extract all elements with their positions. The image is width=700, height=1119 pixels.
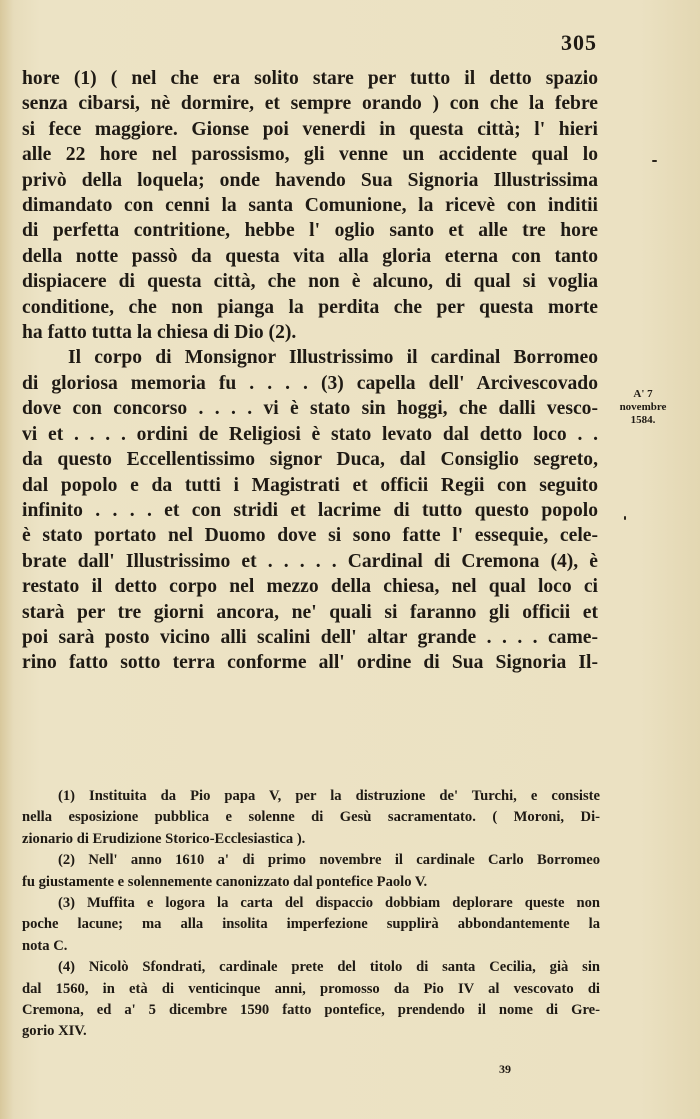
text-line: infinito . . . . et con stridi et lacrime di tutto questo popolo <box>22 499 598 521</box>
margin-date-note <box>608 388 678 427</box>
text-line: dove con concorso . . . . vi è stato sin hoggi, che dalli vesco- <box>22 398 598 420</box>
footnote-line: nella esposizione pubblica e solenne di Gesù sacramentato. ( Moroni, Di- <box>22 809 600 826</box>
text-line: vi et . . . . ordini de Religiosi è stato levato dal detto loco . . <box>22 423 598 445</box>
footnote-line: (4) Nicolò Sfondrati, cardinale prete del titolo di santa Cecilia, già sin <box>58 959 600 976</box>
margin-note-day: A' 7 <box>633 388 653 400</box>
text-line: è stato portato nel Duomo dove si sono fatte l' essequie, cele- <box>22 525 598 547</box>
main-text <box>22 66 598 676</box>
text-line: si fece maggiore. Gionse poi venerdi in questa città; l' hieri <box>22 118 598 140</box>
text-line: brate dall' Illustrissimo et . . . . . Cardinal di Cremona (4), è <box>22 550 598 572</box>
signature-mark: 39 <box>499 1062 511 1076</box>
footnote-line: fu giustamente e solennemente canonizzato dal pontefice Paolo V. <box>22 873 428 890</box>
text-line: hore (1) ( nel che era solito stare per tutto il detto spazio <box>22 68 598 89</box>
text-line: rino fatto sotto terra conforme all' ordine di Sua Signoria Il- <box>22 652 598 674</box>
footnote-line: (3) Muffita e logora la carta del dispaccio dobbiam deplorare queste non <box>58 895 600 912</box>
text-line: privò della loquela; onde havendo Sua Signoria Illustrissima <box>22 169 598 191</box>
ink-speck <box>652 160 657 162</box>
text-line: conditione, che non pianga la perdita che per questa morte <box>22 296 598 318</box>
text-line: ha fatto tutta la chiesa di Dio (2). <box>22 322 297 344</box>
footnote-line: (1) Instituita da Pio papa V, per la distruzione de' Turchi, e consiste <box>58 788 600 804</box>
ink-speck <box>624 516 626 520</box>
margin-note-month: novembre <box>619 401 667 413</box>
text-line: dal popolo e da tutti i Magistrati et officii Regii con seguito <box>22 474 598 496</box>
footnotes <box>22 786 600 1043</box>
footnote-line: nota C. <box>22 937 68 954</box>
text-line: senza cibarsi, nè dormire, et sempre orando ) con che la febre <box>22 93 598 115</box>
text-line: di gloriosa memoria fu . . . . (3) capella dell' Arcivescovado <box>22 372 598 394</box>
text-line: della notte passò da questa vita alla gloria eterna con tanto <box>22 245 598 267</box>
text-line: Il corpo di Monsignor Illustrissimo il cardinal Borromeo <box>68 347 598 369</box>
text-line: restato il detto corpo nel mezzo della chiesa, nel qual loco ci <box>22 576 598 598</box>
footnote-line: zionario di Erudizione Storico-Ecclesiastica ). <box>22 830 306 847</box>
text-line: da questo Eccellentissimo signor Duca, dal Consiglio segreto, <box>22 449 598 471</box>
text-line: starà per tre giorni ancora, ne' quali si faranno gli officii et <box>22 601 598 623</box>
margin-note-year: 1584. <box>630 414 656 426</box>
page-number: 305 <box>561 30 597 55</box>
footnote-line: Cremona, ed a' 5 dicembre 1590 fatto pontefice, prendendo il nome di Gre- <box>22 1002 600 1019</box>
text-line: alle 22 hore nel parossismo, gli venne un accidente qual lo <box>22 144 598 166</box>
footnote-line: (2) Nell' anno 1610 a' di primo novembre il cardinale Carlo Borromeo <box>58 852 600 869</box>
footnote-line: dal 1560, in età di venticinque anni, promosso da Pio IV al vescovato di <box>22 980 600 997</box>
text-line: dimandato con cenni la santa Comunione, la ricevè con inditii <box>22 195 598 217</box>
footnote-line: poche lacune; ma alla insolita imperfezione supplirà abbondantemente la <box>22 916 600 933</box>
text-line: poi sarà posto vicino alli scalini dell' altar grande . . . . came- <box>22 626 598 648</box>
footnote-line: gorio XIV. <box>22 1023 87 1040</box>
text-line: di perfetta contritione, hebbe l' oglio santo et alle tre hore <box>22 220 598 242</box>
text-line: dispiacere di questa città, che non è alcuno, di qual si voglia <box>22 271 598 293</box>
